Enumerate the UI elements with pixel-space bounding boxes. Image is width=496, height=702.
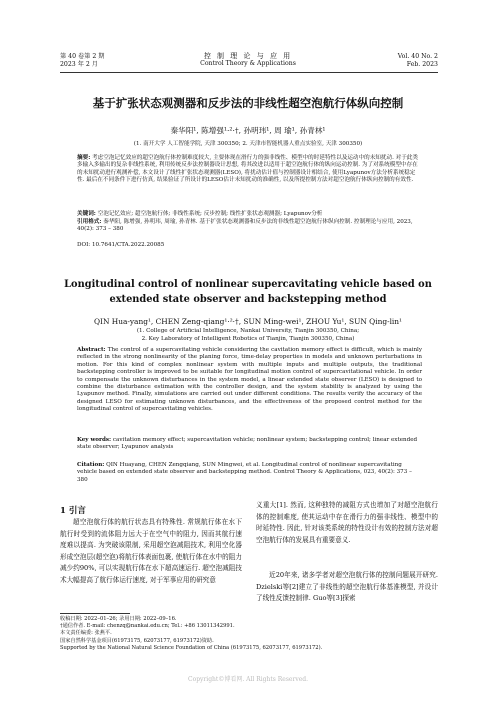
header-journal: [150, 52, 346, 68]
abstract-en: [77, 347, 422, 414]
footnote-rule: [60, 613, 130, 614]
keywords-cn-text: 空泡记忆效应; 超空泡航行体; 非线性系统; 反步控制; 线性扩张状态观测器; Lyapunov分析: [97, 211, 323, 217]
footnote-corresponding: †通信作者. E-mail: chenzq@nankai.edu.cn; Tel.: +86 13011342991.: [60, 623, 235, 630]
header-right: [380, 53, 438, 69]
citation-cn-text: 秦华阳, 陈增强, 孙明玮, 周瑜, 孙青林. 基于扩张状态观测器和反步法的非线性超空泡航行体纵向控制. 控制理论与应用, 2023, 40(2): 373 – 380: [77, 219, 413, 233]
journal-name-en: Control Theory & Applications: [200, 60, 296, 67]
abstract-cn-label: 摘要:: [77, 155, 91, 161]
keywords-en-text: cavitation memory effect; supercavitation vehicle; nonlinear system; backstepping control; linear extended state observer; Lyapunov analysis: [77, 437, 418, 451]
abstract-cn-text: 考虑空泡记忆效应的超空泡航行体控制难度较大, 主要体现在滑行力的强非线性、模型中的时延特性以及运动中的未知扰动. 对于此类多输入多输出的复杂非线性系统, 利用传统反步法控制器设计思想, 将其改进以适用于超空泡航行体的纵向运动控制. 为了对系统模型中存在的未知扰动进行观测补偿, 本文设计了线性扩张状态观测器(LESO), 将扰动估计值与控制器设计相结合, 使用Lyapunov方法分析系统稳定性. 最后在不同条件下进行仿真, 结果验证了所设计的LESO估计未知扰动的准确性, 以及所提控制方法对超空泡航行体纵向控制的有效性.: [77, 155, 419, 184]
watermark: Copyright©博看网. All Rights Reserved.: [187, 676, 309, 683]
header-rule: [60, 72, 438, 73]
citation-en-text: QIN Huayang, CHEN Zengqiang, SUN Mingwei, et al. Longitudinal control of nonlinear supercavitating vehicle based on extended state observer and backstepping method. Control Theory & Applications, 023, 40(2): 373 – 380: [77, 462, 412, 483]
abstract-en-label: Abstract:: [77, 347, 106, 353]
keywords-en: [77, 437, 422, 452]
affiliation-cn: (1. 南开大学 人工智能学院, 天津 300350; 2. 天津市智能机器人重点实验室, 天津 300350): [133, 141, 363, 147]
citation-cn-label: 引用格式:: [77, 219, 102, 225]
title-en-line1: Longitudinal control of nonlinear supercavitating vehicle based on: [64, 279, 432, 290]
date-en: Feb. 2023: [406, 61, 438, 68]
citation-cn: [77, 219, 422, 234]
affiliation-en-2: 2. Key Laboratory of Intelligent Robotics of Tianjin, Tianjin 300350, China): [141, 336, 355, 342]
doi: DOI: 10.7641/CTA.2022.20085: [77, 242, 165, 248]
citation-en: [77, 462, 422, 484]
journal-name-cn: 控 制 理 论 与 应 用: [203, 52, 293, 60]
body-left-column: 超空泡航行体的航行状态具有特殊性. 常规航行体在水下航行时受到的流体阻力远大于在空气中的阻力, 因而其航行速度难以提高. 为突破该限制, 采用超空泡减阻技术, 利用空化器形成空泡层(超空泡)将航行体表面包裹, 使航行体在水中的阻力减少约90%, 可以实现航行体在水下超高速运行. 超空泡减阻技术大幅提高了航行体运行速度, 对于军事应用的研究意: [60, 518, 242, 584]
date-cn: 2023 年 2 月: [60, 61, 98, 68]
volume-en: Vol. 40 No. 2: [397, 53, 438, 60]
authors-cn: 秦华阳¹, 陈增强¹·²·†, 孙明玮¹, 周 瑜¹, 孙青林¹: [170, 126, 326, 135]
keywords-cn-label: 关键词:: [77, 211, 96, 217]
footnote-fund-cn: 国家自然科学基金项目(61973175, 62073177, 61973172)资助.: [60, 637, 214, 644]
footnote-editor: 本文责任编委: 张燕平.: [60, 630, 112, 637]
footnotes: [60, 616, 440, 652]
abstract-cn: [77, 155, 422, 185]
section-title: 1 引言: [60, 506, 86, 516]
body-right-column: 义重大[1]. 然而, 这种独特的减阻方式也增加了对超空泡航行体的控制难度, 使其运动中存在滑行力的强非线性、模型中的时延特性. 因此, 针对该类系统的特性设计有效的控制方法对超空泡航行体的发展具有重要意义.: [256, 501, 438, 544]
keywords-en-label: Key words:: [77, 437, 112, 443]
header-left: [60, 53, 104, 69]
footnote-fund-en: Supported by the National Natural Science Foundation of China (61973175, 62073177, 61973172).: [60, 644, 323, 651]
authors-en: QIN Hua-yang¹, CHEN Zeng-qiang¹·²·†, SUN Ming-wei¹, ZHOU Yu¹, SUN Qing-lin¹: [93, 317, 403, 326]
footnote-received: 收稿日期: 2022–01–26; 录用日期: 2022–09–16.: [60, 616, 177, 622]
citation-en-label: Citation:: [77, 462, 105, 468]
affiliation-en-1: (1. College of Artificial Intelligence, Nankai University, Tianjin 300350, China;: [136, 328, 360, 334]
keywords-cn: [77, 211, 422, 218]
title-cn: 基于扩张状态观测器和反步法的非线性超空泡航行体纵向控制: [92, 96, 404, 110]
title-en-line2: extended state observer and backstepping method: [109, 294, 387, 305]
volume-cn: 第 40 卷第 2 期: [60, 53, 105, 60]
abstract-en-text: The control of a supercavitating vehicle considering the cavitation memory effect is difficult, which is mainly reflected in the strong nonlinearity of the planing force, time-delay properties in models and unknown perturbations in motion. For this kind of complex nonlinear system with multiple inputs and multiple outputs, the traditional backstepping controller is improved to be suitable for longitudinal motion control of supercavitational vehicle. In order to compensate the unknown disturbances in the system model, a linear extended state observer (LESO) is designed to combine the disturbance estimation with the controller design, and the system stability is analyzed by using the Lyapunov method. Finally, simulations are carried out under different conditions. The results verify the accuracy of the designed LESO for estimating unknown disturbances, and the effectiveness of the proposed control method for the longitudinal control of supercavitating vehicles.: [77, 347, 422, 413]
body-right-column-2: 近20年来, 诸多学者对超空泡航行体的控制问题展开研究. Dzielski等[2]建立了非线性的超空泡航行体基准模型, 并设计了线性反馈控制律. Guo等[3]探索: [256, 571, 438, 603]
